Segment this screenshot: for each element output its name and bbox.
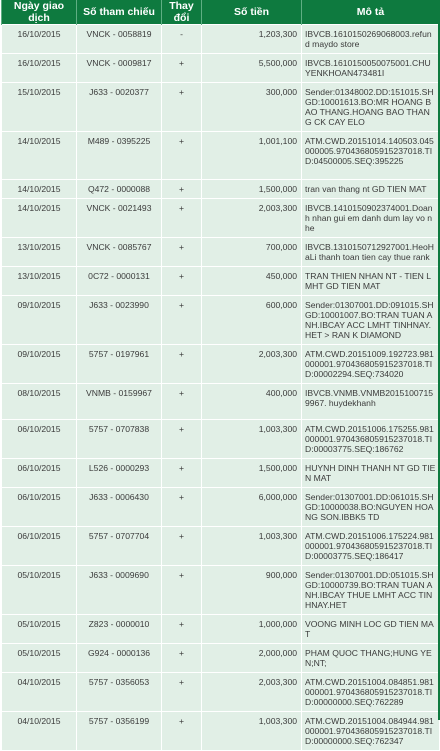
cell-ref: 0C72 - 0000131 — [77, 267, 162, 296]
cell-date: 09/10/2015 — [2, 345, 77, 384]
cell-desc: HUYNH DINH THANH NT GD TIEN MAT — [302, 459, 440, 488]
cell-change: + — [162, 384, 202, 420]
cell-ref: L526 - 0000293 — [77, 459, 162, 488]
header-desc[interactable]: Mô tả — [302, 0, 440, 25]
cell-date: 16/10/2015 — [2, 25, 77, 54]
cell-change: + — [162, 420, 202, 459]
cell-desc: IBVCB.1610150050075001.CHUYENKHOAN473481I — [302, 54, 440, 83]
cell-date: 05/10/2015 — [2, 566, 77, 615]
transaction-table — [1, 0, 440, 751]
cell-ref: 5757 - 0356199 — [77, 712, 162, 751]
cell-change: + — [162, 83, 202, 132]
table-row[interactable] — [2, 615, 440, 644]
table-row[interactable] — [2, 54, 440, 83]
cell-desc: Sender:01307001.DD:091015.SHGD:10001007.BO:TRAN TUAN ANH.IBCAY ACC LMHT TINHNAY.HET > RAN K DIAMOND — [302, 296, 440, 345]
cell-ref: J633 - 0009690 — [77, 566, 162, 615]
table-row[interactable] — [2, 267, 440, 296]
table-row[interactable] — [2, 296, 440, 345]
cell-ref: VNCK - 0058819 — [77, 25, 162, 54]
table-row[interactable] — [2, 132, 440, 180]
cell-amount: 6,000,000 — [202, 488, 302, 527]
cell-date: 13/10/2015 — [2, 238, 77, 267]
cell-change: + — [162, 132, 202, 180]
cell-desc: TRAN THIEN NHAN NT - TIEN LMHT GD TIEN MAT — [302, 267, 440, 296]
cell-ref: J633 - 0023990 — [77, 296, 162, 345]
cell-change: + — [162, 296, 202, 345]
cell-date: 06/10/2015 — [2, 420, 77, 459]
cell-amount: 1,000,000 — [202, 615, 302, 644]
cell-ref: 5757 - 0356053 — [77, 673, 162, 712]
cell-change: + — [162, 527, 202, 566]
cell-change: - — [162, 25, 202, 54]
table-row[interactable] — [2, 566, 440, 615]
cell-amount: 1,500,000 — [202, 180, 302, 199]
cell-amount: 700,000 — [202, 238, 302, 267]
cell-amount: 1,203,300 — [202, 25, 302, 54]
cell-amount: 1,500,000 — [202, 459, 302, 488]
cell-ref: VNMB - 0159967 — [77, 384, 162, 420]
cell-change: + — [162, 459, 202, 488]
cell-desc: ATM.CWD.20151006.175255.981000001.970436805915237018.TID:00003775.SEQ:186762 — [302, 420, 440, 459]
cell-change: + — [162, 673, 202, 712]
cell-date: 09/10/2015 — [2, 296, 77, 345]
cell-date: 14/10/2015 — [2, 132, 77, 180]
cell-ref: M489 - 0395225 — [77, 132, 162, 180]
cell-desc: ATM.CWD.20151009.192723.981000001.970436805915237018.TID:00002294.SEQ:734020 — [302, 345, 440, 384]
cell-amount: 300,000 — [202, 83, 302, 132]
cell-date: 05/10/2015 — [2, 615, 77, 644]
cell-ref: VNCK - 0085767 — [77, 238, 162, 267]
cell-desc: ATM.CWD.20151014.140503.045000005.970436805915237018.TID:04500005.SEQ:395225 — [302, 132, 440, 180]
cell-amount: 1,003,300 — [202, 712, 302, 751]
cell-date: 06/10/2015 — [2, 527, 77, 566]
cell-change: + — [162, 199, 202, 238]
cell-desc: IBVCB.VNMB.VNMB20151007159967. huydekhanh — [302, 384, 440, 420]
table-row[interactable] — [2, 644, 440, 673]
cell-date: 14/10/2015 — [2, 180, 77, 199]
cell-desc: IBVCB.1310150712927001.HeoHaLi thanh toan tien cay thue rank — [302, 238, 440, 267]
cell-ref: VNCK - 0021493 — [77, 199, 162, 238]
cell-amount: 2,003,300 — [202, 199, 302, 238]
table-row[interactable] — [2, 384, 440, 420]
header-amount[interactable]: Số tiền — [202, 0, 302, 25]
cell-desc: ATM.CWD.20151004.084851.981000001.970436805915237018.TID:00000000.SEQ:762289 — [302, 673, 440, 712]
cell-change: + — [162, 615, 202, 644]
cell-date: 06/10/2015 — [2, 459, 77, 488]
table-row[interactable] — [2, 673, 440, 712]
cell-date: 04/10/2015 — [2, 712, 77, 751]
table-body — [2, 25, 440, 751]
cell-desc: Sender:01348002.DD:151015.SHGD:10001613.BO:MR HOANG BAO THANG.HOANG BAO THANG CK CAY ELO — [302, 83, 440, 132]
cell-ref: J633 - 0006430 — [77, 488, 162, 527]
cell-amount: 2,003,300 — [202, 345, 302, 384]
cell-desc: tran van thang nt GD TIEN MAT — [302, 180, 440, 199]
cell-date: 15/10/2015 — [2, 83, 77, 132]
cell-ref: Q472 - 0000088 — [77, 180, 162, 199]
cell-amount: 1,001,100 — [202, 132, 302, 180]
cell-date: 06/10/2015 — [2, 488, 77, 527]
header-change[interactable]: Thay đổi — [162, 0, 202, 25]
cell-amount: 5,500,000 — [202, 54, 302, 83]
cell-desc: IBVCB.1610150269068003.refund maydo store — [302, 25, 440, 54]
cell-desc: ATM.CWD.20151004.084944.981000001.970436805915237018.TID:00000000.SEQ:762347 — [302, 712, 440, 751]
cell-desc: Sender:01307001.DD:061015.SHGD:10000038.BO:NGUYEN HOANG SON.IBBK5 TD — [302, 488, 440, 527]
cell-date: 16/10/2015 — [2, 54, 77, 83]
table-row[interactable] — [2, 83, 440, 132]
cell-amount: 2,003,300 — [202, 673, 302, 712]
cell-amount: 450,000 — [202, 267, 302, 296]
cell-amount: 1,003,300 — [202, 420, 302, 459]
cell-change: + — [162, 712, 202, 751]
cell-ref: G924 - 0000136 — [77, 644, 162, 673]
table-row[interactable] — [2, 25, 440, 54]
table-row[interactable] — [2, 527, 440, 566]
cell-change: + — [162, 54, 202, 83]
cell-date: 05/10/2015 — [2, 644, 77, 673]
cell-amount: 1,003,300 — [202, 527, 302, 566]
cell-date: 04/10/2015 — [2, 673, 77, 712]
table-row[interactable] — [2, 459, 440, 488]
table-row[interactable] — [2, 712, 440, 751]
cell-ref: 5757 - 0707704 — [77, 527, 162, 566]
cell-ref: J633 - 0020377 — [77, 83, 162, 132]
cell-change: + — [162, 566, 202, 615]
cell-ref: 5757 - 0197961 — [77, 345, 162, 384]
table-row[interactable] — [2, 345, 440, 384]
cell-ref: Z823 - 0000010 — [77, 615, 162, 644]
cell-amount: 900,000 — [202, 566, 302, 615]
cell-change: + — [162, 345, 202, 384]
cell-desc: IBVCB.1410150902374001.Doanh nhan gui em danh dum lay vo nhe — [302, 199, 440, 238]
table-row[interactable] — [2, 238, 440, 267]
cell-change: + — [162, 267, 202, 296]
cell-desc: PHAM QUOC THANG;HUNG YEN;NT; — [302, 644, 440, 673]
table-row[interactable] — [2, 199, 440, 238]
cell-desc: ATM.CWD.20151006.175224.981000001.970436805915237018.TID:00003775.SEQ:186417 — [302, 527, 440, 566]
cell-amount: 2,000,000 — [202, 644, 302, 673]
cell-change: + — [162, 644, 202, 673]
cell-desc: Sender:01307001.DD:051015.SHGD:10000739.BO:TRAN TUAN ANH.IBCAY THUE LMHT ACC TINHNAY.HET — [302, 566, 440, 615]
header-ref[interactable]: Số tham chiếu — [77, 0, 162, 25]
table-row[interactable] — [2, 488, 440, 527]
cell-date: 13/10/2015 — [2, 267, 77, 296]
cell-ref: VNCK - 0009817 — [77, 54, 162, 83]
table-header-row — [2, 0, 440, 25]
table-row[interactable] — [2, 420, 440, 459]
cell-date: 14/10/2015 — [2, 199, 77, 238]
cell-amount: 400,000 — [202, 384, 302, 420]
cell-amount: 600,000 — [202, 296, 302, 345]
cell-date: 08/10/2015 — [2, 384, 77, 420]
cell-change: + — [162, 180, 202, 199]
cell-change: + — [162, 238, 202, 267]
header-date[interactable]: Ngày giao dịch — [2, 0, 77, 25]
table-row[interactable] — [2, 180, 440, 199]
cell-change: + — [162, 488, 202, 527]
cell-desc: VOONG MINH LOC GD TIEN MAT — [302, 615, 440, 644]
cell-ref: 5757 - 0707838 — [77, 420, 162, 459]
